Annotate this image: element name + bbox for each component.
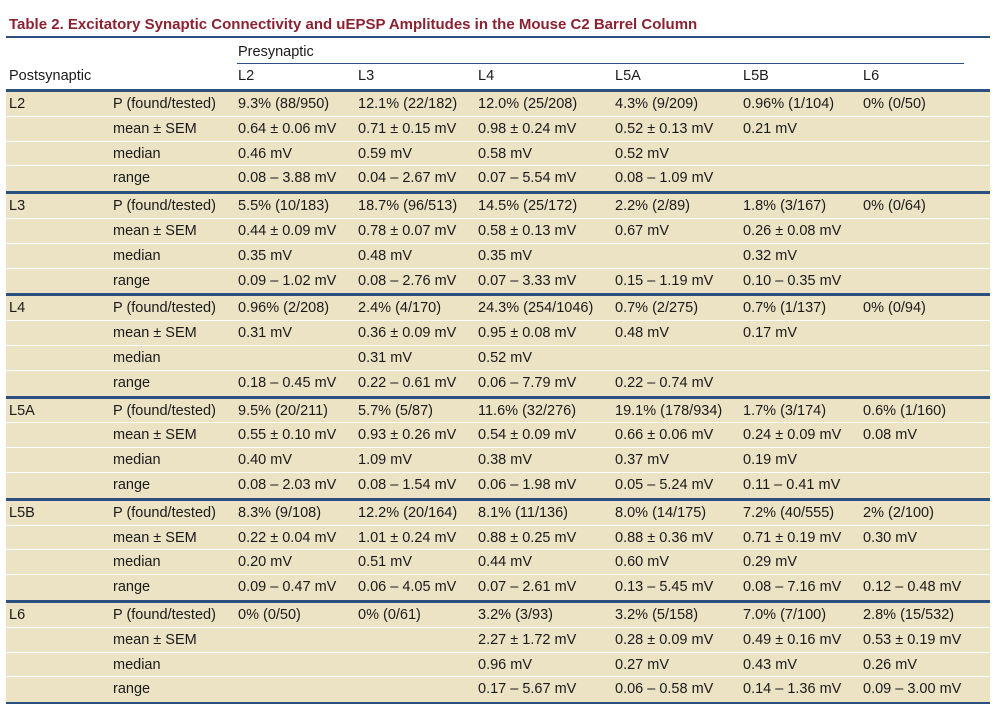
value-cell: 1.09 mV [358, 452, 412, 469]
metric-label: median [113, 247, 161, 264]
postsynaptic-label: Postsynaptic [9, 68, 92, 84]
table-row [6, 501, 990, 526]
table-row [6, 526, 990, 551]
metric-label: median [113, 349, 161, 366]
value-cell: 0.21 mV [743, 120, 797, 137]
table-row [6, 653, 990, 678]
value-cell: 24.3% (254/1046) [478, 300, 594, 317]
column-header-l2: L2 [238, 68, 255, 84]
value-cell: 1.8% (3/167) [743, 198, 827, 215]
presynaptic-label: Presynaptic [238, 44, 314, 60]
value-cell: 0.35 mV [478, 247, 532, 264]
metric-label: range [113, 272, 151, 289]
value-cell: 0% (0/94) [863, 300, 926, 317]
value-cell: 7.0% (7/100) [743, 606, 827, 623]
value-cell: 11.6% (32/276) [478, 402, 577, 419]
value-cell: 0.49 ± 0.16 mV [743, 631, 842, 648]
value-cell: 0.09 – 1.02 mV [238, 272, 337, 289]
value-cell: 0.58 mV [478, 145, 532, 162]
metric-label: P (found/tested) [113, 198, 216, 215]
postsynaptic-layer-label: L3 [9, 198, 26, 215]
postsynaptic-layer-label: L4 [9, 300, 26, 317]
table-row [6, 575, 990, 600]
value-cell: 0.44 mV [478, 554, 532, 571]
value-cell: 0.55 ± 0.10 mV [238, 427, 337, 444]
group-l5b [6, 498, 990, 600]
value-cell: 2% (2/100) [863, 504, 934, 521]
table-row [6, 448, 990, 473]
postsynaptic-layer-label: L2 [9, 96, 26, 112]
metric-label: range [113, 476, 151, 493]
value-cell: 0.64 ± 0.06 mV [238, 120, 337, 137]
metric-label: mean ± SEM [113, 325, 197, 342]
value-cell: 0.22 ± 0.04 mV [238, 529, 337, 546]
value-cell: 12.0% (25/208) [478, 96, 578, 112]
value-cell: 0.14 – 1.36 mV [743, 681, 842, 698]
table-row [6, 550, 990, 575]
value-cell: 3.2% (3/93) [478, 606, 553, 623]
title-rule [6, 36, 990, 38]
table-row [6, 371, 990, 396]
value-cell: 0.28 ± 0.09 mV [615, 631, 714, 648]
value-cell: 0.32 mV [743, 247, 797, 264]
value-cell: 0.44 ± 0.09 mV [238, 222, 337, 239]
value-cell: 0.08 mV [863, 427, 917, 444]
value-cell: 0.06 – 7.79 mV [478, 374, 577, 391]
metric-label: mean ± SEM [113, 222, 197, 239]
value-cell: 0.43 mV [743, 656, 797, 673]
value-cell: 0.06 – 4.05 mV [358, 579, 457, 596]
table-row [6, 219, 990, 244]
table-row [6, 117, 990, 142]
value-cell: 0.40 mV [238, 452, 292, 469]
value-cell: 0.46 mV [238, 145, 292, 162]
value-cell: 0.6% (1/160) [863, 402, 947, 419]
value-cell: 0.07 – 5.54 mV [478, 170, 577, 187]
value-cell: 9.3% (88/950) [238, 96, 330, 112]
value-cell: 0% (0/64) [863, 198, 926, 215]
value-cell: 0% (0/50) [238, 606, 301, 623]
value-cell: 19.1% (178/934) [615, 402, 723, 419]
value-cell: 0.24 ± 0.09 mV [743, 427, 842, 444]
value-cell: 0.54 ± 0.09 mV [478, 427, 577, 444]
table-row [6, 244, 990, 269]
table-row [6, 346, 990, 371]
value-cell: 0.05 – 5.24 mV [615, 476, 714, 493]
value-cell: 0.12 – 0.48 mV [863, 579, 962, 596]
table-title: Table 2. Excitatory Synaptic Connectivity and uEPSP Amplitudes in the Mouse C2 Barrel Column [9, 16, 698, 33]
table-row [6, 628, 990, 653]
metric-label: mean ± SEM [113, 631, 197, 648]
value-cell: 5.5% (10/183) [238, 198, 330, 215]
value-cell: 0.52 mV [615, 145, 669, 162]
value-cell: 0.48 mV [615, 325, 669, 342]
value-cell: 0.22 – 0.74 mV [615, 374, 714, 391]
metric-label: range [113, 579, 151, 596]
presynaptic-rule [237, 63, 964, 64]
metric-label: range [113, 681, 151, 698]
value-cell: 0.27 mV [615, 656, 669, 673]
value-cell: 0% (0/61) [358, 606, 421, 623]
value-cell: 2.4% (4/170) [358, 300, 442, 317]
metric-label: median [113, 554, 161, 571]
value-cell: 7.2% (40/555) [743, 504, 835, 521]
value-cell: 0% (0/50) [863, 96, 926, 112]
value-cell: 0.26 mV [863, 656, 917, 673]
value-cell: 0.93 ± 0.26 mV [358, 427, 457, 444]
value-cell: 0.08 – 2.76 mV [358, 272, 457, 289]
table-row [6, 166, 990, 191]
group-l2 [6, 89, 990, 191]
value-cell: 8.0% (14/175) [615, 504, 707, 521]
postsynaptic-layer-label: L6 [9, 606, 26, 623]
value-cell: 0.10 – 0.35 mV [743, 272, 842, 289]
value-cell: 0.96% (1/104) [743, 96, 835, 112]
value-cell: 12.2% (20/164) [358, 504, 458, 521]
value-cell: 0.08 – 2.03 mV [238, 476, 337, 493]
table-row [6, 423, 990, 448]
value-cell: 0.88 ± 0.25 mV [478, 529, 577, 546]
metric-label: range [113, 374, 151, 391]
table-row [6, 296, 990, 321]
value-cell: 0.48 mV [358, 247, 412, 264]
value-cell: 0.51 mV [358, 554, 412, 571]
value-cell: 0.19 mV [743, 452, 797, 469]
metric-label: P (found/tested) [113, 402, 216, 419]
value-cell: 0.08 – 3.88 mV [238, 170, 337, 187]
value-cell: 0.08 – 1.54 mV [358, 476, 457, 493]
table-row [6, 677, 990, 702]
metric-label: mean ± SEM [113, 427, 197, 444]
group-l3 [6, 191, 990, 293]
value-cell: 0.52 ± 0.13 mV [615, 120, 714, 137]
value-cell: 0.07 – 2.61 mV [478, 579, 577, 596]
postsynaptic-layer-label: L5A [9, 402, 35, 419]
value-cell: 1.7% (3/174) [743, 402, 827, 419]
value-cell: 0.13 – 5.45 mV [615, 579, 714, 596]
value-cell: 8.3% (9/108) [238, 504, 322, 521]
group-l6 [6, 600, 990, 702]
value-cell: 0.88 ± 0.36 mV [615, 529, 714, 546]
value-cell: 0.96 mV [478, 656, 532, 673]
value-cell: 0.38 mV [478, 452, 532, 469]
value-cell: 0.06 – 1.98 mV [478, 476, 577, 493]
value-cell: 9.5% (20/211) [238, 402, 329, 419]
value-cell: 14.5% (25/172) [478, 198, 578, 215]
value-cell: 0.52 mV [478, 349, 532, 366]
value-cell: 3.2% (5/158) [615, 606, 699, 623]
metric-label: P (found/tested) [113, 504, 216, 521]
column-header-l4: L4 [478, 68, 495, 84]
table-row [6, 473, 990, 498]
value-cell: 18.7% (96/513) [358, 198, 458, 215]
value-cell: 0.7% (1/137) [743, 300, 827, 317]
group-l5a [6, 396, 990, 498]
column-header-l5a: L5A [615, 68, 641, 84]
postsynaptic-layer-label: L5B [9, 504, 35, 521]
table-row [6, 603, 990, 628]
metric-label: mean ± SEM [113, 120, 197, 137]
value-cell: 0.29 mV [743, 554, 797, 571]
table-row [6, 142, 990, 167]
value-cell: 0.17 mV [743, 325, 797, 342]
value-cell: 0.31 mV [238, 325, 292, 342]
value-cell: 0.71 ± 0.15 mV [358, 120, 457, 137]
metric-label: P (found/tested) [113, 300, 216, 317]
table-row [6, 194, 990, 219]
table-title-bar [0, 11, 990, 37]
value-cell: 0.07 – 3.33 mV [478, 272, 577, 289]
group-l4 [6, 293, 990, 395]
value-cell: 0.04 – 2.67 mV [358, 170, 457, 187]
metric-label: P (found/tested) [113, 606, 216, 623]
value-cell: 0.58 ± 0.13 mV [478, 222, 577, 239]
table-row [6, 321, 990, 346]
value-cell: 0.09 – 3.00 mV [863, 681, 962, 698]
value-cell: 0.96% (2/208) [238, 300, 330, 317]
metric-label: P (found/tested) [113, 96, 216, 112]
value-cell: 2.8% (15/532) [863, 606, 955, 623]
value-cell: 0.95 ± 0.08 mV [478, 325, 577, 342]
value-cell: 0.37 mV [615, 452, 669, 469]
column-header-l6: L6 [863, 68, 880, 84]
value-cell: 0.71 ± 0.19 mV [743, 529, 842, 546]
value-cell: 0.59 mV [358, 145, 412, 162]
value-cell: 0.53 ± 0.19 mV [863, 631, 962, 648]
value-cell: 0.30 mV [863, 529, 917, 546]
column-header-l5b: L5B [743, 68, 769, 84]
value-cell: 0.60 mV [615, 554, 669, 571]
value-cell: 0.35 mV [238, 247, 292, 264]
value-cell: 0.06 – 0.58 mV [615, 681, 714, 698]
value-cell: 0.98 ± 0.24 mV [478, 120, 577, 137]
value-cell: 0.67 mV [615, 222, 669, 239]
value-cell: 12.1% (22/182) [358, 96, 458, 112]
value-cell: 0.20 mV [238, 554, 292, 571]
value-cell: 0.09 – 0.47 mV [238, 579, 337, 596]
table-header [0, 40, 995, 89]
metric-label: range [113, 170, 151, 187]
metric-label: median [113, 656, 161, 673]
value-cell: 0.15 – 1.19 mV [615, 272, 714, 289]
value-cell: 1.01 ± 0.24 mV [358, 529, 457, 546]
metric-label: median [113, 452, 161, 469]
value-cell: 0.22 – 0.61 mV [358, 374, 457, 391]
value-cell: 0.7% (2/275) [615, 300, 699, 317]
value-cell: 0.36 ± 0.09 mV [358, 325, 457, 342]
table-row [6, 399, 990, 424]
value-cell: 0.11 – 0.41 mV [743, 476, 841, 493]
metric-label: mean ± SEM [113, 529, 197, 546]
value-cell: 5.7% (5/87) [358, 402, 433, 419]
value-cell: 0.31 mV [358, 349, 412, 366]
table-row [6, 269, 990, 294]
value-cell: 0.08 – 7.16 mV [743, 579, 842, 596]
value-cell: 0.66 ± 0.06 mV [615, 427, 714, 444]
value-cell: 2.27 ± 1.72 mV [478, 631, 577, 648]
value-cell: 4.3% (9/209) [615, 96, 699, 112]
column-header-l3: L3 [358, 68, 375, 84]
value-cell: 0.18 – 0.45 mV [238, 374, 337, 391]
value-cell: 0.08 – 1.09 mV [615, 170, 714, 187]
value-cell: 0.78 ± 0.07 mV [358, 222, 457, 239]
value-cell: 8.1% (11/136) [478, 504, 569, 521]
value-cell: 2.2% (2/89) [615, 198, 690, 215]
value-cell: 0.17 – 5.67 mV [478, 681, 577, 698]
value-cell: 0.26 ± 0.08 mV [743, 222, 842, 239]
table-row [6, 92, 990, 117]
metric-label: median [113, 145, 161, 162]
table-body [6, 89, 990, 704]
